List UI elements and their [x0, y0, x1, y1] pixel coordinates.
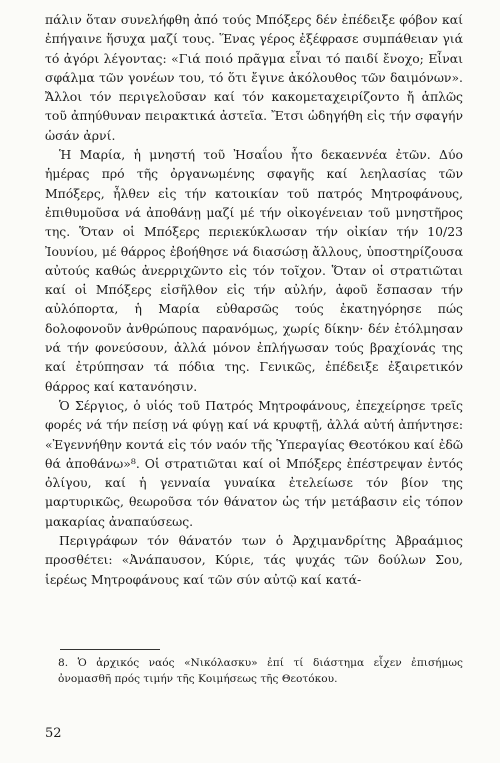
paragraph-maria: Ἡ Μαρία, ἡ μνηστή τοῦ Ἠσαΐου ἦτο δεκαεννέα ἐτῶν. Δύο ἡμέρας πρό τῆς ὀργανωμένης σφαγῆς καί λεηλασίας τῶν Μπόξερς, ἦλθεν εἰς τήν κατοικίαν τοῦ πατρός Μητροφάνους, ἐπιθυμοῦσα νά ἀποθάνῃ μαζί μέ τήν οἰκογένειαν τοῦ μνηστῆρος της. Ὅταν οἱ Μπόξερς περιεκύκλωσαν τήν οἰκίαν τήν 10/23 Ἰουνίου, μέ θάρρος ἐβοήθησε νά διασώσῃ ἄλλους, ὑποστηρίζουσα αὐτούς καθώς ἀνερριχῶντο εἰς τόν τοῖχον. Ὅταν οἱ στρατιῶται καί οἱ Μπόξερς εἰσῆλθον εἰς τήν αὐλήν, ἀφοῦ ἔσπασαν τήν αὐλόπορτα, ἡ Μαρία εὐθαρσῶς τούς ἐκατηγόρησε πώς δολοφονοῦν ἀνθρώπους παρανόμως, χωρίς δίκην· δέν ἐτόλμησαν νά τήν φονεύσουν, ἀλλά μόνον ἐπλήγωσαν τούς βραχίονάς της καί ἐτρύπησαν τά πόδια της. Γενικῶς, ἐπέδειξε ἐξαιρετικόν θάρρος καί κατανόησιν.	[45, 147, 463, 394]
paragraph-avraamios: Περιγράφων τόν θάνατόν των ὁ Ἀρχιμανδρίτης Ἀβραάμιος προσθέτει: «Ἀνάπαυσον, Κύριε, τάς ψυχάς τῶν δούλων Σου, ἱερέως Μητροφάνους καί τῶν σύν αὐτῷ καί κατά-	[45, 533, 463, 587]
footnote-divider	[60, 649, 160, 650]
footnote: 8. Ὁ ἀρχικός ναός «Νικόλασκυ» ἐπί τί διάστημα εἶχεν ἐπισήμως ὀνομασθῆ πρός τιμήν τῆς Κοιμήσεως τῆς Θεοτόκου.	[58, 657, 463, 685]
page-number: 52	[45, 726, 62, 741]
paragraph-sergios: Ὁ Σέργιος, ὁ υἱός τοῦ Πατρός Μητροφάνους, ἐπεχείρησε τρεῖς φορές νά τήν πείσῃ νά φύγῃ καί νά κρυφτῇ, ἀλλά αὐτή ἀπήντησε: «Ἐγεννήθην κοντά εἰς τόν ναόν τῆς Ὑπεραγίας Θεοτόκου καί ἐδῶ θά ἀποθάνω»⁸. Οἱ στρατιῶται καί οἱ Μπόξερς ἐπέστρεψαν ἐντός ὀλίγου, καί ἡ γενναία γυναίκα ἐτελείωσε τόν βίον της μαρτυρικῶς, θεωροῦσα τόν θάνατον ὡς τήν μετάβασιν εἰς τόπον μακαρίας ἀναπαύσεως.	[45, 397, 463, 529]
paragraph-continuation: πάλιν ὅταν συνελήφθη ἀπό τούς Μπόξερς δέν ἐπέδειξε φόβον καί ἐπήγαινε ἥσυχα μαζί τους. Ἕνας γέρος ἐξέφρασε συμπάθειαν γιά τό ἀγόρι λέγοντας: «Γιά ποιό πρᾶγμα εἶναι τό παιδί ἔνοχο; Εἶναι σφάλμα τῶν γονέων του, τό ὅτι ἔγινε ἀκόλουθος τῶν δαιμόνων». Ἄλλοι τόν περιγελοῦσαν καί τόν κακομεταχειρίζοντο ἤ ἁπλῶς τοῦ ἀπηύθυναν πειρακτικά ἀστεῖα. Ἔτσι ὡδηγήθη εἰς τήν σφαγήν ὡσάν ἀρνί.	[45, 12, 463, 143]
body-text	[45, 10, 463, 589]
